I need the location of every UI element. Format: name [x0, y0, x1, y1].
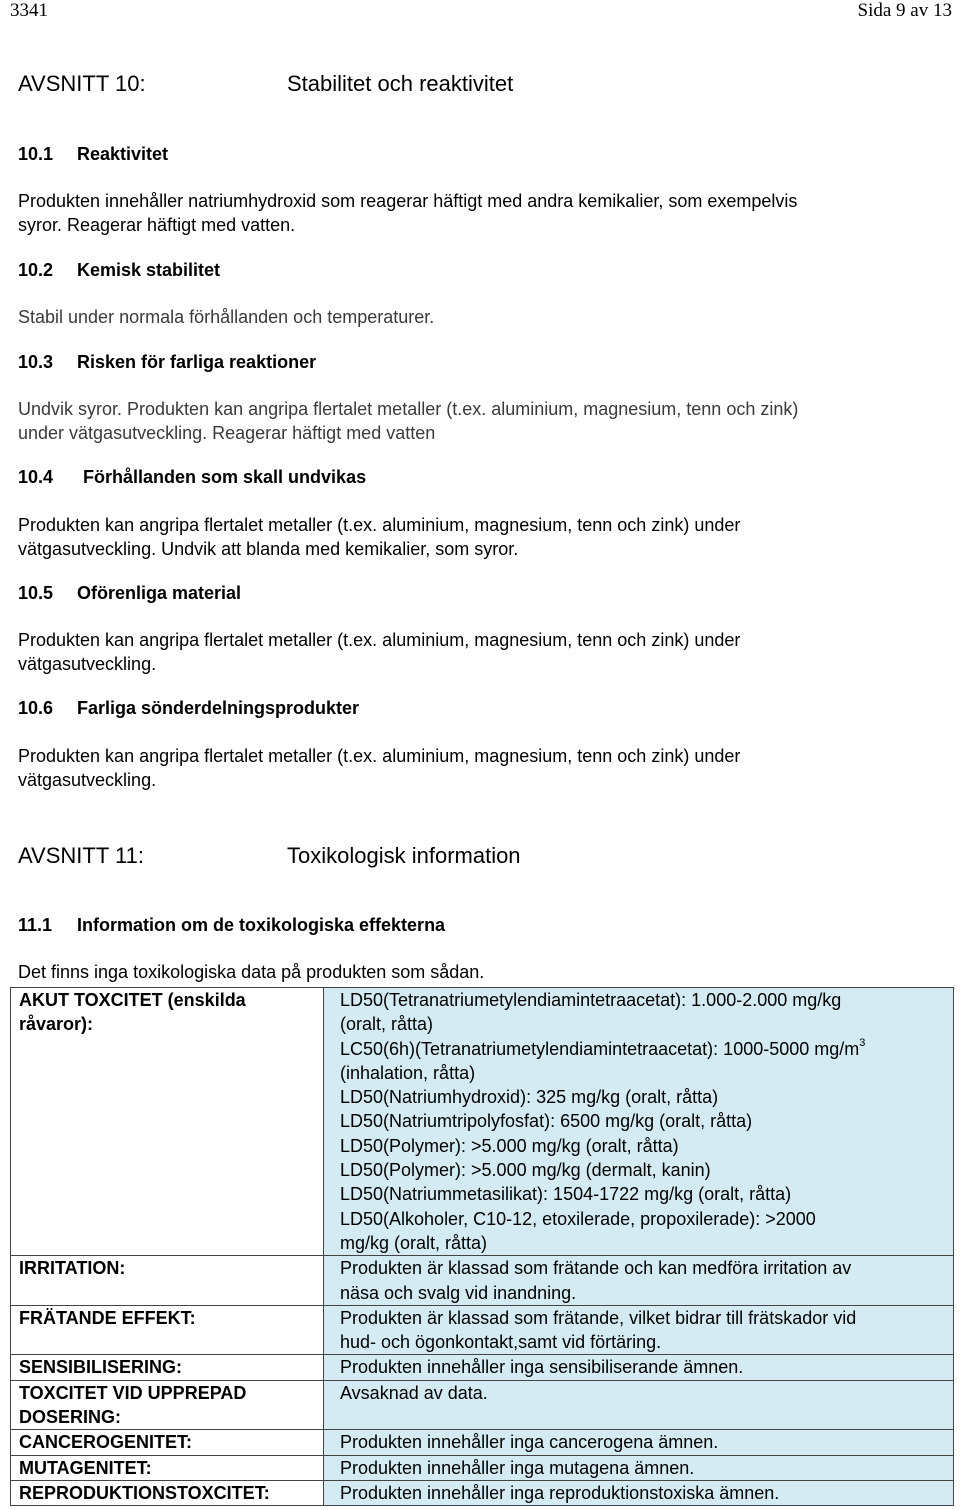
irritation-value	[324, 1256, 954, 1306]
subsection-title: Förhållanden som skall undvikas	[83, 467, 367, 487]
value-line: LD50(Tetranatriumetylendiamintetraacetat): 1.000-2.000 mg/kg	[340, 990, 842, 1010]
reproductive-toxicity-value: Produkten innehåller inga reproduktionstoxiska ämnen.	[324, 1480, 954, 1505]
subsection-10-4-heading	[18, 467, 366, 488]
subsection-number: 11.1	[18, 915, 53, 935]
value-line: (inhalation, råtta)	[340, 1062, 476, 1083]
text-line: under vätgasutveckling. Reagerar häftigt med vatten	[18, 423, 436, 443]
sensitization-value: Produkten innehåller inga sensibiliserande ämnen.	[324, 1355, 954, 1380]
subsection-10-1-text	[18, 189, 797, 237]
subsection-10-5-heading	[18, 583, 241, 604]
subsection-10-3-heading	[18, 352, 316, 373]
section-11-label: AVSNITT 11:	[18, 843, 144, 868]
text-line: syror. Reagerar häftigt med vatten.	[18, 215, 296, 235]
document-number: 3341	[10, 0, 48, 21]
carcinogenicity-value: Produkten innehåller inga cancerogena ämnen.	[324, 1430, 954, 1455]
mutagenicity-value: Produkten innehåller inga mutagena ämnen.	[324, 1455, 954, 1480]
page-number: Sida 9 av 13	[857, 0, 952, 21]
subsection-10-4-text	[18, 513, 740, 561]
section-11-title: Toxikologisk information	[287, 843, 521, 868]
label-line: DOSERING:	[19, 1407, 122, 1428]
label-line: TOXCITET VID UPPREPAD	[19, 1382, 247, 1403]
table-row	[11, 988, 954, 1256]
subsection-10-2-heading	[18, 260, 220, 281]
value-line: Produkten är klassad som frätande, vilket bidrar till frätskador vid	[340, 1307, 857, 1328]
text-line: vätgasutveckling.	[18, 770, 157, 790]
value-line: näsa och svalg vid inandning.	[340, 1282, 577, 1303]
table-row	[11, 1480, 954, 1505]
subsection-number: 10.4	[18, 467, 54, 487]
irritation-label: IRRITATION:	[11, 1256, 324, 1306]
text-line: Stabil under normala förhållanden och temperaturer.	[18, 307, 435, 327]
toxicology-intro: Det finns inga toxikologiska data på produkten som sådan.	[18, 962, 485, 982]
value-line: mg/kg (oralt, råtta)	[340, 1232, 488, 1253]
table-row	[11, 1305, 954, 1355]
value-line: LD50(Polymer): >5.000 mg/kg (oralt, råtta)	[340, 1135, 679, 1156]
sensitization-label: SENSIBILISERING:	[11, 1355, 324, 1380]
section-10-label: AVSNITT 10:	[18, 71, 146, 96]
value-line: LD50(Polymer): >5.000 mg/kg (dermalt, kanin)	[340, 1160, 711, 1181]
subsection-title: Farliga sönderdelningsprodukter	[77, 698, 360, 718]
table-row	[11, 1355, 954, 1380]
acute-toxicity-label	[11, 988, 324, 1256]
section-10-title: Stabilitet och reaktivitet	[287, 71, 514, 96]
acute-toxicity-values	[324, 988, 954, 1256]
text-line: Undvik syror. Produkten kan angripa flertalet metaller (t.ex. aluminium, magnesium, tenn och zink)	[18, 399, 799, 419]
text-line: vätgasutveckling. Undvik att blanda med kemikalier, som syror.	[18, 539, 519, 559]
superscript: 3	[859, 1036, 866, 1049]
subsection-10-6-heading	[18, 698, 359, 719]
value-line: (oralt, råtta)	[340, 1014, 434, 1035]
subsection-number: 10.2	[18, 260, 54, 280]
value-line	[340, 1037, 953, 1061]
table-row	[11, 1380, 954, 1430]
subsection-10-1-heading	[18, 144, 168, 165]
text-line: Produkten kan angripa flertalet metaller (t.ex. aluminium, magnesium, tenn och zink) under	[18, 630, 741, 650]
mutagenicity-label: MUTAGENITET:	[11, 1455, 324, 1480]
subsection-number: 10.3	[18, 352, 54, 372]
subsection-title: Reaktivitet	[77, 144, 169, 164]
subsection-title: Information om de toxikologiska effekterna	[77, 915, 446, 935]
value-line: hud- och ögonkontakt,samt vid förtäring.	[340, 1332, 662, 1353]
reproductive-toxicity-label: REPRODUKTIONSTOXCITET:	[11, 1480, 324, 1505]
toxicology-table	[10, 987, 954, 1506]
subsection-10-2-text	[18, 305, 434, 329]
subsection-title: Oförenliga material	[77, 583, 242, 603]
value-line: Produkten är klassad som frätande och kan medföra irritation av	[340, 1258, 852, 1279]
carcinogenicity-label: CANCEROGENITET:	[11, 1430, 324, 1455]
label-line: AKUT TOXCITET (enskilda	[19, 990, 246, 1010]
text-line: Produkten innehåller natriumhydroxid som reagerar häftigt med andra kemikalier, som exempelvis	[18, 191, 798, 211]
repeated-dose-label	[11, 1380, 324, 1430]
text-line: vätgasutveckling.	[18, 654, 157, 674]
table-row	[11, 1256, 954, 1306]
label-line: råvaror):	[19, 1014, 94, 1035]
subsection-10-5-text	[18, 628, 740, 676]
subsection-10-3-text	[18, 397, 798, 445]
table-row	[11, 1430, 954, 1455]
subsection-title: Risken för farliga reaktioner	[77, 352, 317, 372]
subsection-10-6-text	[18, 744, 740, 792]
text-line: Produkten kan angripa flertalet metaller (t.ex. aluminium, magnesium, tenn och zink) under	[18, 515, 741, 535]
corrosive-effect-label: FRÄTANDE EFFEKT:	[11, 1305, 324, 1355]
value-line: LD50(Alkoholer, C10-12, etoxilerade, propoxilerade): >2000	[340, 1208, 816, 1229]
subsection-number: 10.6	[18, 698, 54, 718]
subsection-title: Kemisk stabilitet	[77, 260, 221, 280]
corrosive-effect-value	[324, 1305, 954, 1355]
text-line: Produkten kan angripa flertalet metaller (t.ex. aluminium, magnesium, tenn och zink) under	[18, 746, 741, 766]
value-line: LD50(Natriumtripolyfosfat): 6500 mg/kg (oralt, råtta)	[340, 1111, 753, 1132]
subsection-11-1-heading	[18, 915, 445, 936]
value-line: LD50(Natriummetasilikat): 1504-1722 mg/kg (oralt, råtta)	[340, 1184, 792, 1205]
repeated-dose-value: Avsaknad av data.	[324, 1380, 954, 1430]
table-row	[11, 1455, 954, 1480]
subsection-number: 10.5	[18, 583, 54, 603]
value-text: LC50(6h)(Tetranatriumetylendiamintetraacetat): 1000-5000 mg/m	[340, 1038, 860, 1059]
subsection-number: 10.1	[18, 144, 54, 164]
value-line: LD50(Natriumhydroxid): 325 mg/kg (oralt, råtta)	[340, 1087, 719, 1108]
